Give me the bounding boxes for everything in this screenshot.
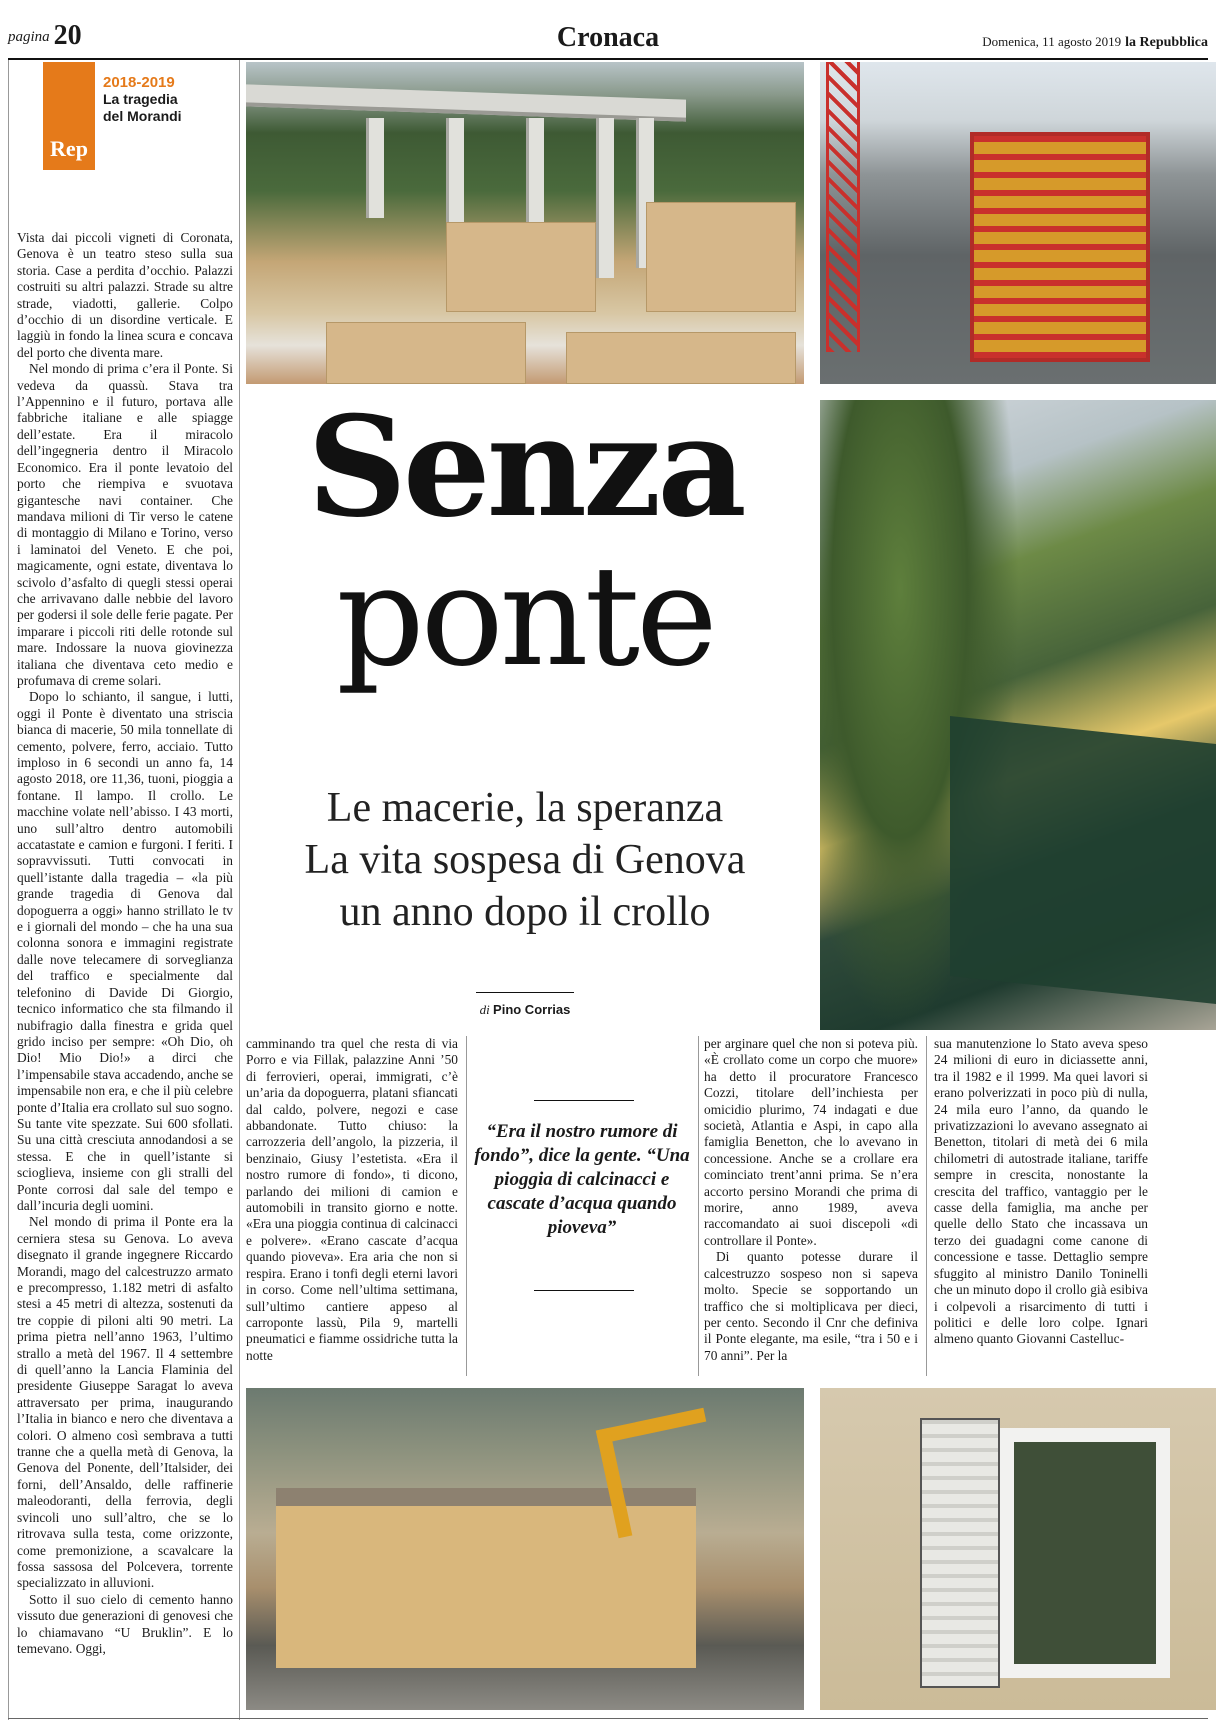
headline [246,385,804,697]
paragraph: Nel mondo di prima il Ponte era la cerniera stesa su Genova. Lo aveva disegnato il grande ingegnere Riccardo Morandi, mago del calcestruzzo armato e precompresso, 1.182 metri di asfalto stesi a 45 metri di altezza, sostenuti da tre coppie di piloni alti 90 metri. La prima pietra nell’anno 1963, l’ultimo strallo a metà del 1967. Il 4 settembre di quell’anno la Lancia Flaminia del presidente Giuseppe Saragat lo aveva attraversato per prima, inaugurando l’Italia in bianco e nero che diventava a colori. O almeno così sembrava a tutti tranne che a quella metà di Genova, la Genova del Ponente, dell’Italsider, dei forni, dell’Ansaldo, delle raffinerie maleodoranti, della ferrovia, degli svincoli uno sull’altro, che se lo ritrovava sulla testa, come orizzonte, come premonizione, a scavalcare la fossa sassosa del Polcevera, torrente specializzato in alluvioni. [17,1214,233,1591]
headline-line: ponte [336,536,714,697]
article-column-1 [17,230,233,1657]
bottom-rule [8,1718,1208,1719]
left-column [8,60,240,1720]
article-column-3: per arginare quel che non si poteva più. «È crollato come un corpo che muore» ha detto il procuratore Francesco Cozzi, titolare dell’inchiesta per omicidio plurimo, 74 indagati e due società, Atlantia e Aspi, in capo alla famiglia Benetton, che lo avevano in concessione. Anche se a crollare era cominciato trent’anni prima. Se n’era accorto persino Morandi che prima di morire, anno 1989, aveva raccomandato ai suoi discepoli «di controllare il Ponte». Di quanto potesse durare il calcestruzzo sospeso non si sapeva molto. Specie se sopportando un traffico che si moltiplicava per dieci, per cento. Secondo il Cnr che definiva il Ponte elegante, ma esile, “tra i 50 e i 70 anni”. Per la [704,1036,918,1363]
photo-demolition [246,1388,804,1710]
pullquote: “Era il nostro rumore di fondo”, dice la gente. “Una pioggia di calcinacci e cascate d’acqua quando pioveva” [474,1121,690,1238]
photo-bridge-remains [246,62,804,384]
photo-window-newspaper [820,1388,1216,1710]
page-header [8,14,1208,60]
paragraph: Sotto il suo cielo di cemento hanno vissuto due generazioni di genovesi che lo chiamavano “U Bruklin”. E lo temevano. Oggi, [17,1591,233,1656]
byline: di Pino Corrias [479,1002,571,1017]
kicker [103,74,233,125]
kicker-line: La tragedia [103,91,178,107]
column-rule [698,1036,699,1376]
rep-logo: Rep [43,62,95,170]
subheadline: Le macerie, la speranza La vita sospesa di Genova un anno dopo il crollo [304,785,746,935]
headline-line: Senza [307,385,743,548]
photo-construction-tower [820,62,1216,384]
article-column-4: sua manutenzione lo Stato aveva speso 24 milioni di euro in diciassette anni, tra il 1982 e il 1999. Ma quei lavori si erano polverizzati in poco più di nulla, 24 mila euro l’anno, da quando le privatizzazioni lo avevano assegnato ai Benetton, titolari di metà dei 6 mila chilometri di autostrade italiane, tariffe sempre in crescita, nonostante la crescita del traffico, vantaggio per le casse della famiglia, ma anche per quelle dello Stato che incassava un terzo dei guadagni come canone di concessione e tasse. Dettaglio sempre sfuggito al ministro Danilo Toninelli che un minuto dopo il crollo già esibiva i colpevoli a risarcimento di tutti i politici e delle loro colpe. Ignari almeno quanto Giovanni Castelluc- [934,1036,1148,1347]
issue-date: Domenica, 11 agosto 2019 la Repubblica [982,34,1208,50]
pullquote-rule [534,1100,634,1101]
paragraph: Nel mondo di prima c’era il Ponte. Si vedeva da quassù. Stava tra l’Appennino e il futuro, portava alle fabbriche italiane e alle spiagge dell’estate. Era il miracolo dell’ingegneria dentro il Miracolo Economico. Era il ponte levatoio del porto che riempiva e svuotava gigantesche navi container. Che mandava milioni di Tir verso le catene di montaggio di Milano e Torino, verso i laminatoi del Veneto. E che poi, magicamente, ogni estate, diventava lo scivolo d’asfalto di quegli stessi operai che arrivavano dalle nebbie del lavoro per godersi il sole delle ferie pagate. Per imparare i piccoli riti delle rotonde sul mare. Indossare la nuova giovinezza italiana che diventava ceto medio e profumava di creme solari. [17,361,233,688]
section-title: Cronaca [556,22,660,53]
article-column-2: camminando tra quel che resta di via Porro e via Fillak, palazzine Anni ’50 di ferrovieri, operai, immigrati, c’è un’aria da dopoguerra, platani sfiancati dal caldo, polvere, negozi e case abbandonate. Tutto chiuso: la carrozzeria dell’angolo, la pizzeria, il benzinaio, Giusy l’estetista. «Era il nostro rumore di fondo», ti dicono, parlando dei milioni di camion e automobili in transito giorno e notte. «Era una pioggia continua di calcinacci e polvere». «Erano cascate d’acqua quando pioveva». Era aria che non si respira. Erano i tonfi degli eterni lavori in corso. Come nell’ultima settimana, sull’ultimo cantiere appeso al carroponte lassù, Pila 9, martelli pneumatici e fiamme ossidriche tutta la notte [246,1036,458,1363]
column-rule [926,1036,927,1376]
kicker-line: del Morandi [103,108,182,124]
kicker-years: 2018-2019 [103,74,175,91]
paragraph: Vista dai piccoli vigneti di Coronata, Genova è un teatro steso sulla sua storia. Case a perdita d’occhio. Palazzi costruiti su altri palazzi. Strade su altre strade, viadotti, gallerie. Colpo d’occhio di un disordine verticale. E laggiù in fondo la linea scura e concava del porto che diventa mare. [17,230,233,360]
page-number: pagina 20 [8,20,82,51]
paragraph: Dopo lo schianto, il sangue, i lutti, oggi il Ponte è diventato una striscia bianca di macerie, 50 mila tonnellate di cemento, polvere, ferro, acciaio. Tutto imploso in 6 secondi un anno fa, 14 agosto 2018, ore 11,36, tuoni, pioggia a fontane. Il lampo. Il crollo. Le macchine volate nell’abisso. I 43 morti, uno sull’altro dentro automobili accatastate e camion e furgoni. I feriti. I sopravvissuti. Tutti convocati in quell’istante dalla tragedia – «la più grande tragedia di Genova dal dopoguerra a oggi» hanno strillato le tv e i giornali del mondo – che ha una sua colonna sonora e immagini registrate dalle nove telecamere di sorveglianza del traffico e specialmente dal telefonino di Davide Di Giorgio, tecnico informatico che sta filmando il nubifragio dalla finestra e grida quel grido inciso per sempre: «Oh Dio, oh Dio! Mio Dio!» a dirci che l’impensabile stava accadendo, anche se impensabile non era, e che il più celebre ponte d’Italia era crollato sul suo sogno. Su tante vite spezzate. Sui 600 sfollati. Su una città cresciuta annodandosi a se stessa. E che in quell’istante si scioglieva, insieme con gli stralli del Ponte corrosi dal sale del tempo e dall’incuria degli uomini. [17,689,234,1213]
byline-rule [476,992,574,993]
masthead: la Repubblica [1125,35,1208,50]
photo-green-net [820,400,1216,1030]
pullquote-rule [534,1290,634,1291]
